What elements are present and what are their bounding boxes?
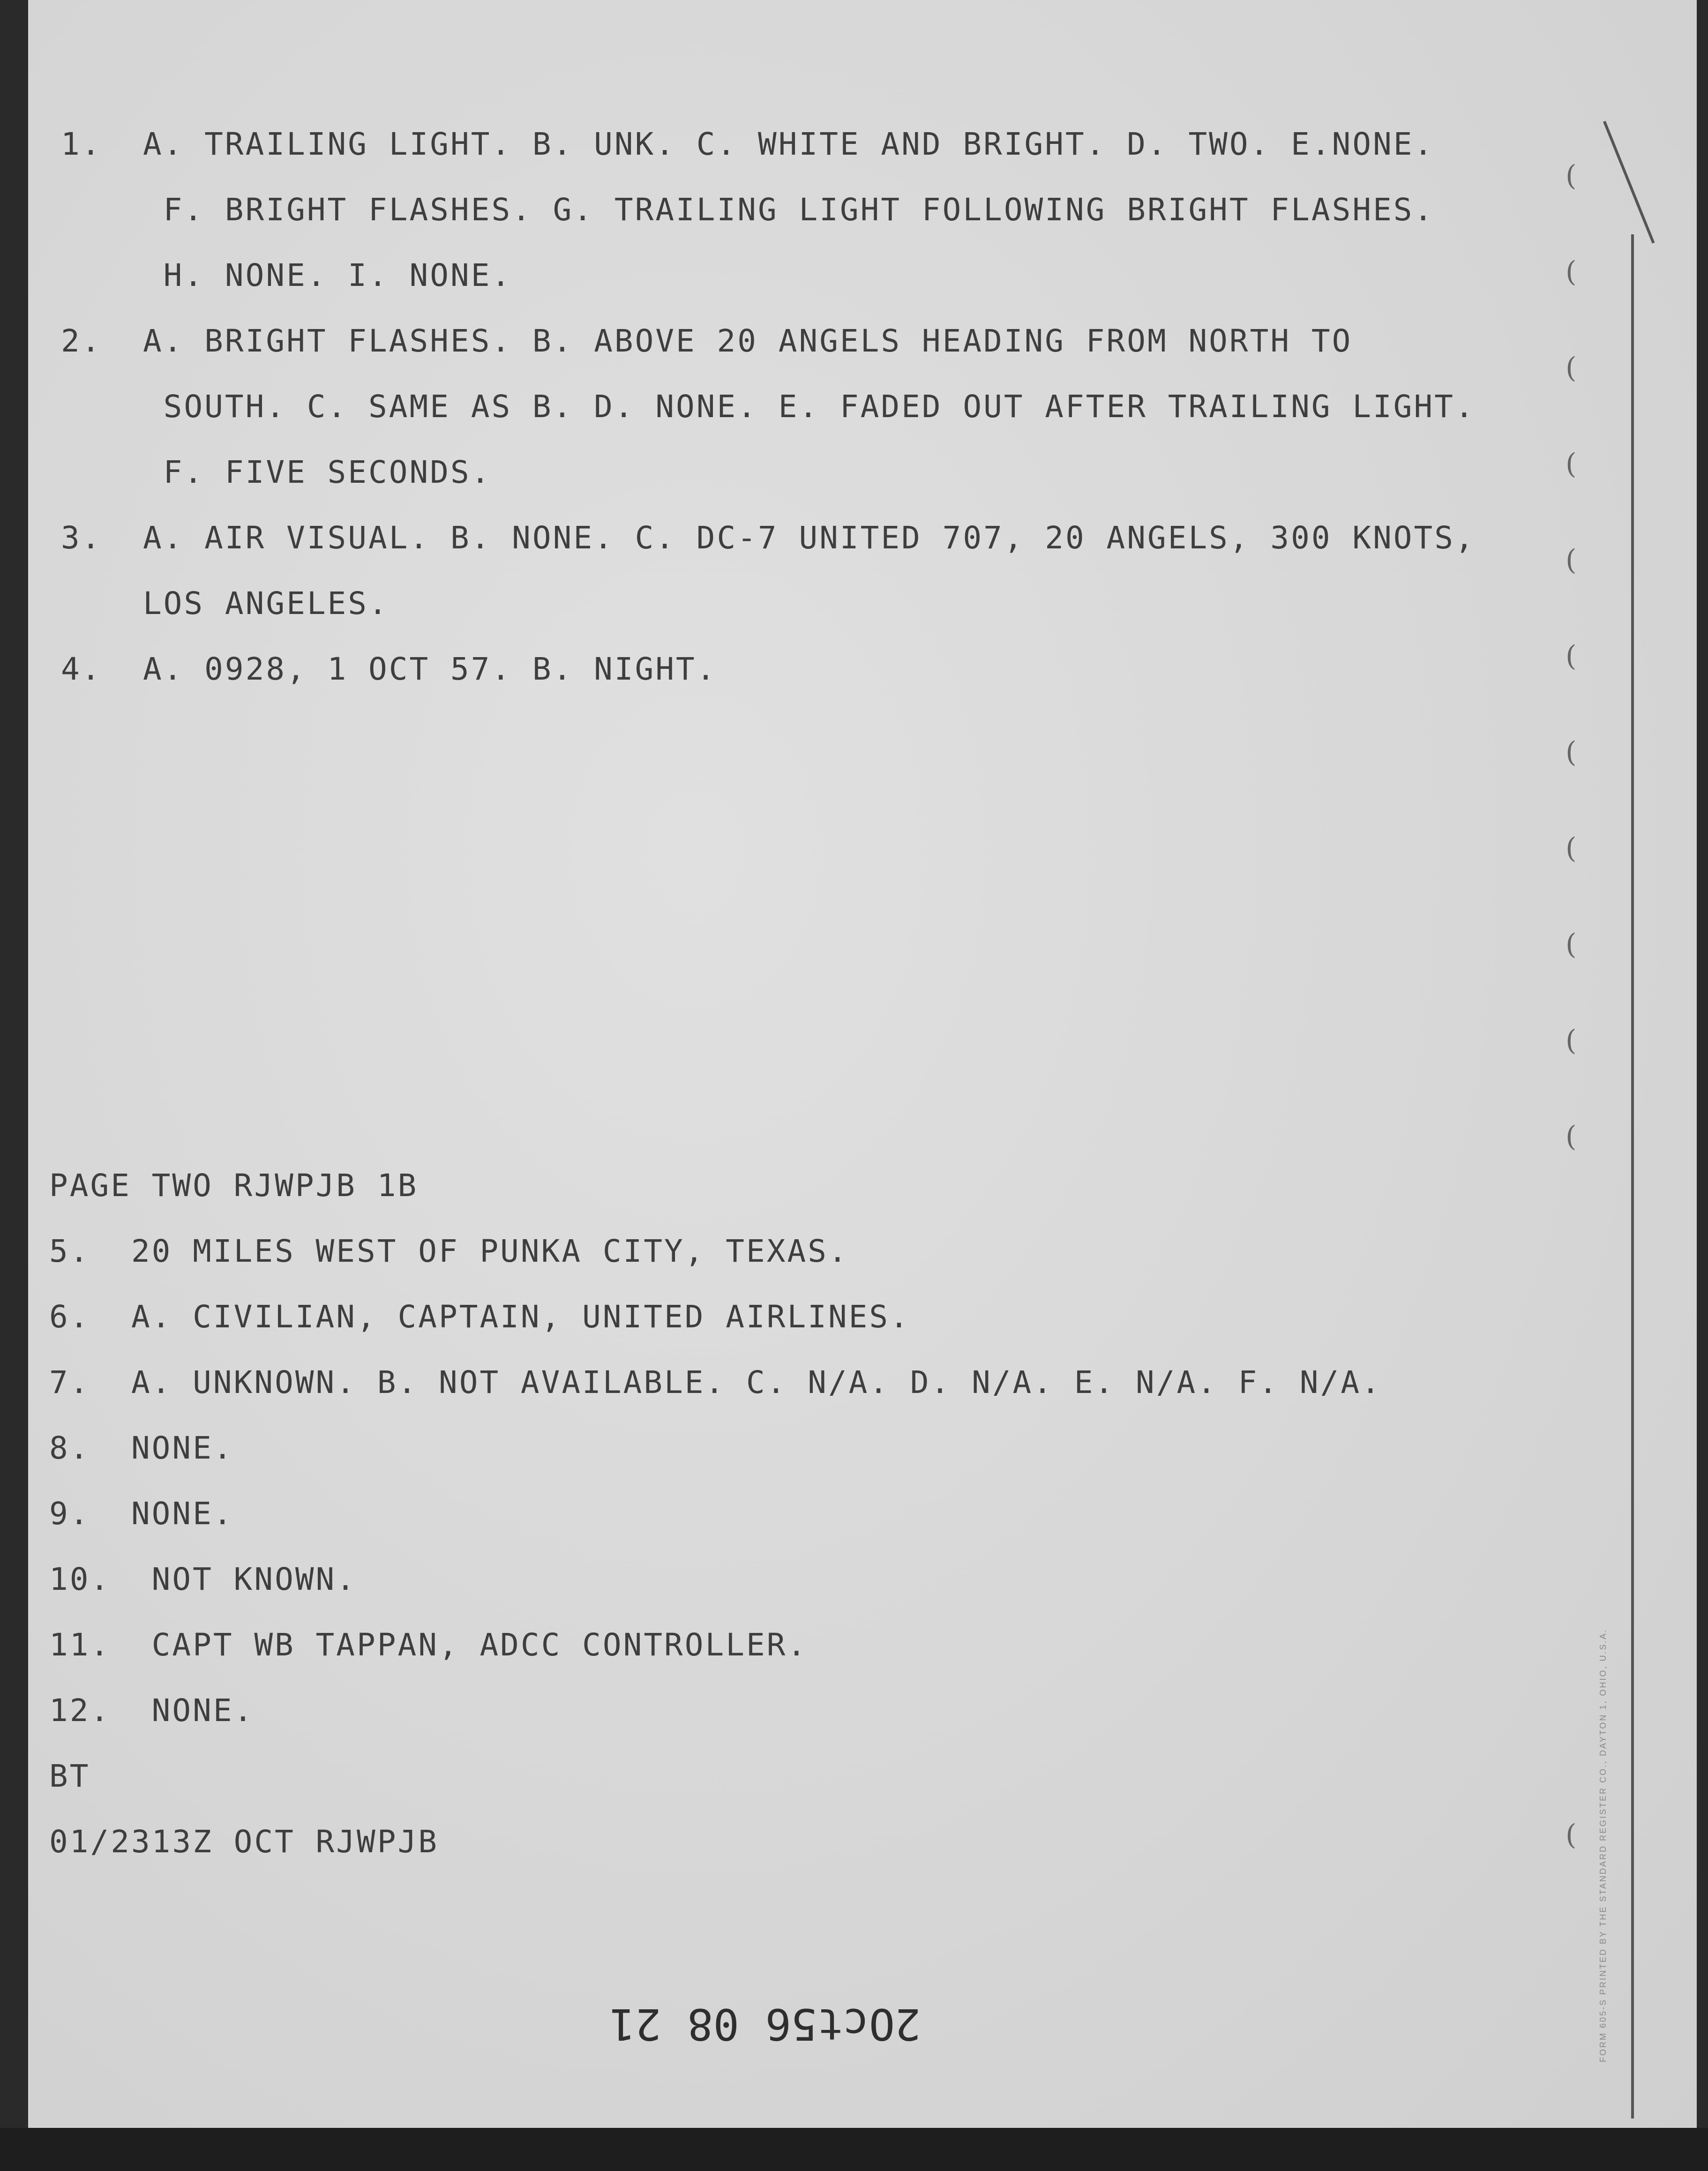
text-line: 4. A. 0928, 1 OCT 57. B. NIGHT.	[61, 651, 717, 687]
text-line: LOS ANGELES.	[61, 585, 389, 621]
form-printer-imprint: FORM 605-S PRINTED BY THE STANDARD REGISTER CO., DAYTON 1, OHIO, U.S.A.	[1598, 1628, 1608, 2062]
sprocket-mark: (	[1566, 255, 1577, 288]
sprocket-mark: (	[1566, 1819, 1577, 1851]
margin-rule	[1631, 234, 1634, 2119]
text-line: BT	[49, 1758, 90, 1794]
text-line: F. BRIGHT FLASHES. G. TRAILING LIGHT FOLLOWING BRIGHT FLASHES.	[61, 192, 1435, 228]
text-line: H. NONE. I. NONE.	[61, 257, 512, 293]
page-header: PAGE TWO RJWPJB 1B	[49, 1168, 419, 1204]
text-line: 01/2313Z OCT RJWPJB	[49, 1824, 439, 1860]
text-line: 6. A. CIVILIAN, CAPTAIN, UNITED AIRLINES.	[49, 1299, 910, 1335]
text-line: F. FIVE SECONDS.	[61, 454, 492, 490]
sprocket-mark: (	[1566, 736, 1577, 769]
text-line: 1. A. TRAILING LIGHT. B. UNK. C. WHITE AND BRIGHT. D. TWO. E.NONE.	[61, 126, 1435, 162]
text-line: 8. NONE.	[49, 1430, 234, 1466]
sprocket-mark: (	[1566, 928, 1577, 961]
sprocket-mark: (	[1566, 448, 1577, 480]
sprocket-mark: (	[1566, 832, 1577, 865]
text-line: 2. A. BRIGHT FLASHES. B. ABOVE 20 ANGELS HEADING FROM NORTH TO	[61, 323, 1353, 359]
teletype-page	[28, 0, 1697, 2128]
text-line: 7. A. UNKNOWN. B. NOT AVAILABLE. C. N/A. D. N/A. E. N/A. F. N/A.	[49, 1364, 1382, 1400]
date-time-stamp: 2Oct56 08 21	[609, 1999, 921, 2049]
text-line: SOUTH. C. SAME AS B. D. NONE. E. FADED OUT AFTER TRAILING LIGHT.	[61, 389, 1476, 425]
text-line: 3. A. AIR VISUAL. B. NONE. C. DC-7 UNITED 707, 20 ANGELS, 300 KNOTS,	[61, 520, 1476, 556]
margin-rule	[1603, 121, 1655, 244]
sprocket-mark: (	[1566, 640, 1577, 673]
text-line: 5. 20 MILES WEST OF PUNKA CITY, TEXAS.	[49, 1233, 849, 1269]
text-line: 9. NONE.	[49, 1496, 234, 1532]
text-line: 11. CAPT WB TAPPAN, ADCC CONTROLLER.	[49, 1627, 808, 1663]
sprocket-mark: (	[1566, 1120, 1577, 1153]
sprocket-mark: (	[1566, 159, 1577, 192]
text-line: 10. NOT KNOWN.	[49, 1561, 357, 1597]
sprocket-mark: (	[1566, 1024, 1577, 1057]
scan-border	[0, 2128, 1708, 2171]
sprocket-mark: (	[1566, 352, 1577, 384]
sprocket-mark: (	[1566, 544, 1577, 576]
text-line: 12. NONE.	[49, 1692, 255, 1729]
